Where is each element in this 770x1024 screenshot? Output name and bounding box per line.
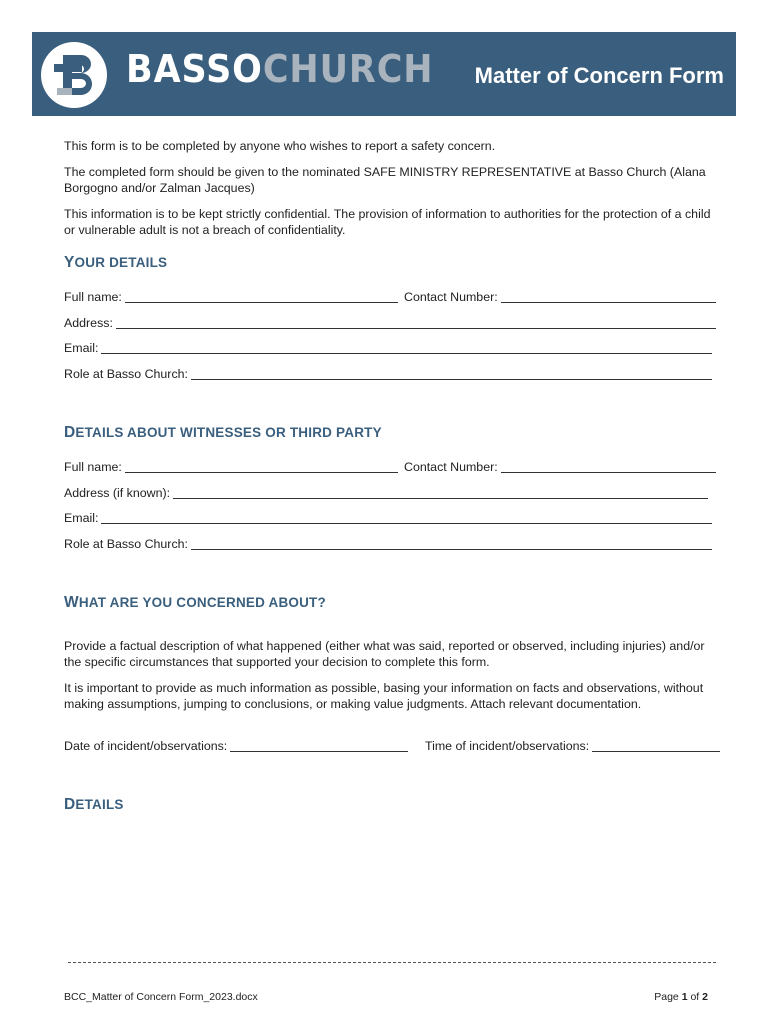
concern-heading: WHAT ARE YOU CONCERNED ABOUT?	[64, 594, 326, 611]
field-label: Date of incident/observations:	[64, 739, 228, 753]
incident-time-field[interactable]	[425, 737, 720, 755]
field-label: Address (if known):	[64, 486, 171, 500]
your-email-row	[64, 339, 716, 357]
brand-first: BASSO	[126, 47, 263, 91]
field-label: Contact Number:	[404, 290, 498, 304]
intro-paragraph-1: This form is to be completed by anyone who wishes to report a safety concern.	[64, 139, 496, 153]
your-role-row	[64, 365, 716, 383]
field-label: Role at Basso Church:	[64, 537, 188, 551]
your-contact-number-field[interactable]	[404, 288, 716, 306]
field-label: Contact Number:	[404, 460, 498, 474]
your-address-field[interactable]	[64, 314, 716, 332]
witness-contact-number-field[interactable]	[404, 458, 716, 476]
field-label: Role at Basso Church:	[64, 367, 188, 381]
field-label: Email:	[64, 511, 99, 525]
your-email-field[interactable]	[64, 339, 712, 357]
cross-b-logo-icon	[41, 42, 107, 108]
witnesses-heading: DETAILS ABOUT WITNESSES OR THIRD PARTY	[64, 424, 382, 441]
field-label: Time of incident/observations:	[425, 739, 590, 753]
intro-paragraph-2: The completed form should be given to the nominated SAFE MINISTRY REPRESENTATIVE at Basso Church (Alana Borgogno and/or Zalman Jacques)	[64, 165, 706, 195]
your-full-name-field[interactable]	[64, 288, 398, 306]
witness-address-row	[64, 484, 716, 502]
concern-paragraph-1: Provide a factual description of what happened (either what was said, reported or observed, including injuries) and/or the specific circumstances that supported your decision to complete this form.	[64, 639, 705, 669]
brand-second: CHURCH	[262, 47, 434, 91]
field-label: Address:	[64, 316, 113, 330]
incident-date-time-row	[64, 737, 716, 755]
your-role-field[interactable]	[64, 365, 712, 383]
brand-wordmark	[126, 47, 433, 91]
concern-paragraph-2: It is important to provide as much information as possible, basing your information on facts and observations, without making assumptions, jumping to conclusions, or making value judgments. Attach relevant documentation.	[64, 681, 704, 711]
footer-filename: BCC_Matter of Concern Form_2023.docx	[64, 991, 258, 1003]
footer-page-number: Page 1 of 2	[654, 991, 708, 1003]
witness-address-field[interactable]	[64, 484, 708, 502]
your-name-row	[64, 288, 716, 306]
intro-paragraph-3: This information is to be kept strictly confidential. The provision of information to authorities for the protection of a child or vulnerable adult is not a breach of confidentiality.	[64, 207, 711, 237]
header-banner	[32, 32, 736, 116]
field-label: Full name:	[64, 460, 122, 474]
details-textarea[interactable]	[64, 822, 716, 952]
witness-email-row	[64, 509, 716, 527]
witness-name-row	[64, 458, 716, 476]
witness-email-field[interactable]	[64, 509, 712, 527]
witness-role-row	[64, 535, 716, 553]
field-label: Email:	[64, 341, 99, 355]
footer-divider	[68, 962, 716, 963]
witness-full-name-field[interactable]	[64, 458, 398, 476]
your-address-row	[64, 314, 716, 332]
incident-date-field[interactable]	[64, 737, 408, 755]
details-heading: DETAILS	[64, 796, 124, 813]
witness-role-field[interactable]	[64, 535, 712, 553]
field-label: Full name:	[64, 290, 122, 304]
form-title: Matter of Concern Form	[474, 63, 724, 88]
your-details-heading: YOUR DETAILS	[64, 254, 168, 271]
